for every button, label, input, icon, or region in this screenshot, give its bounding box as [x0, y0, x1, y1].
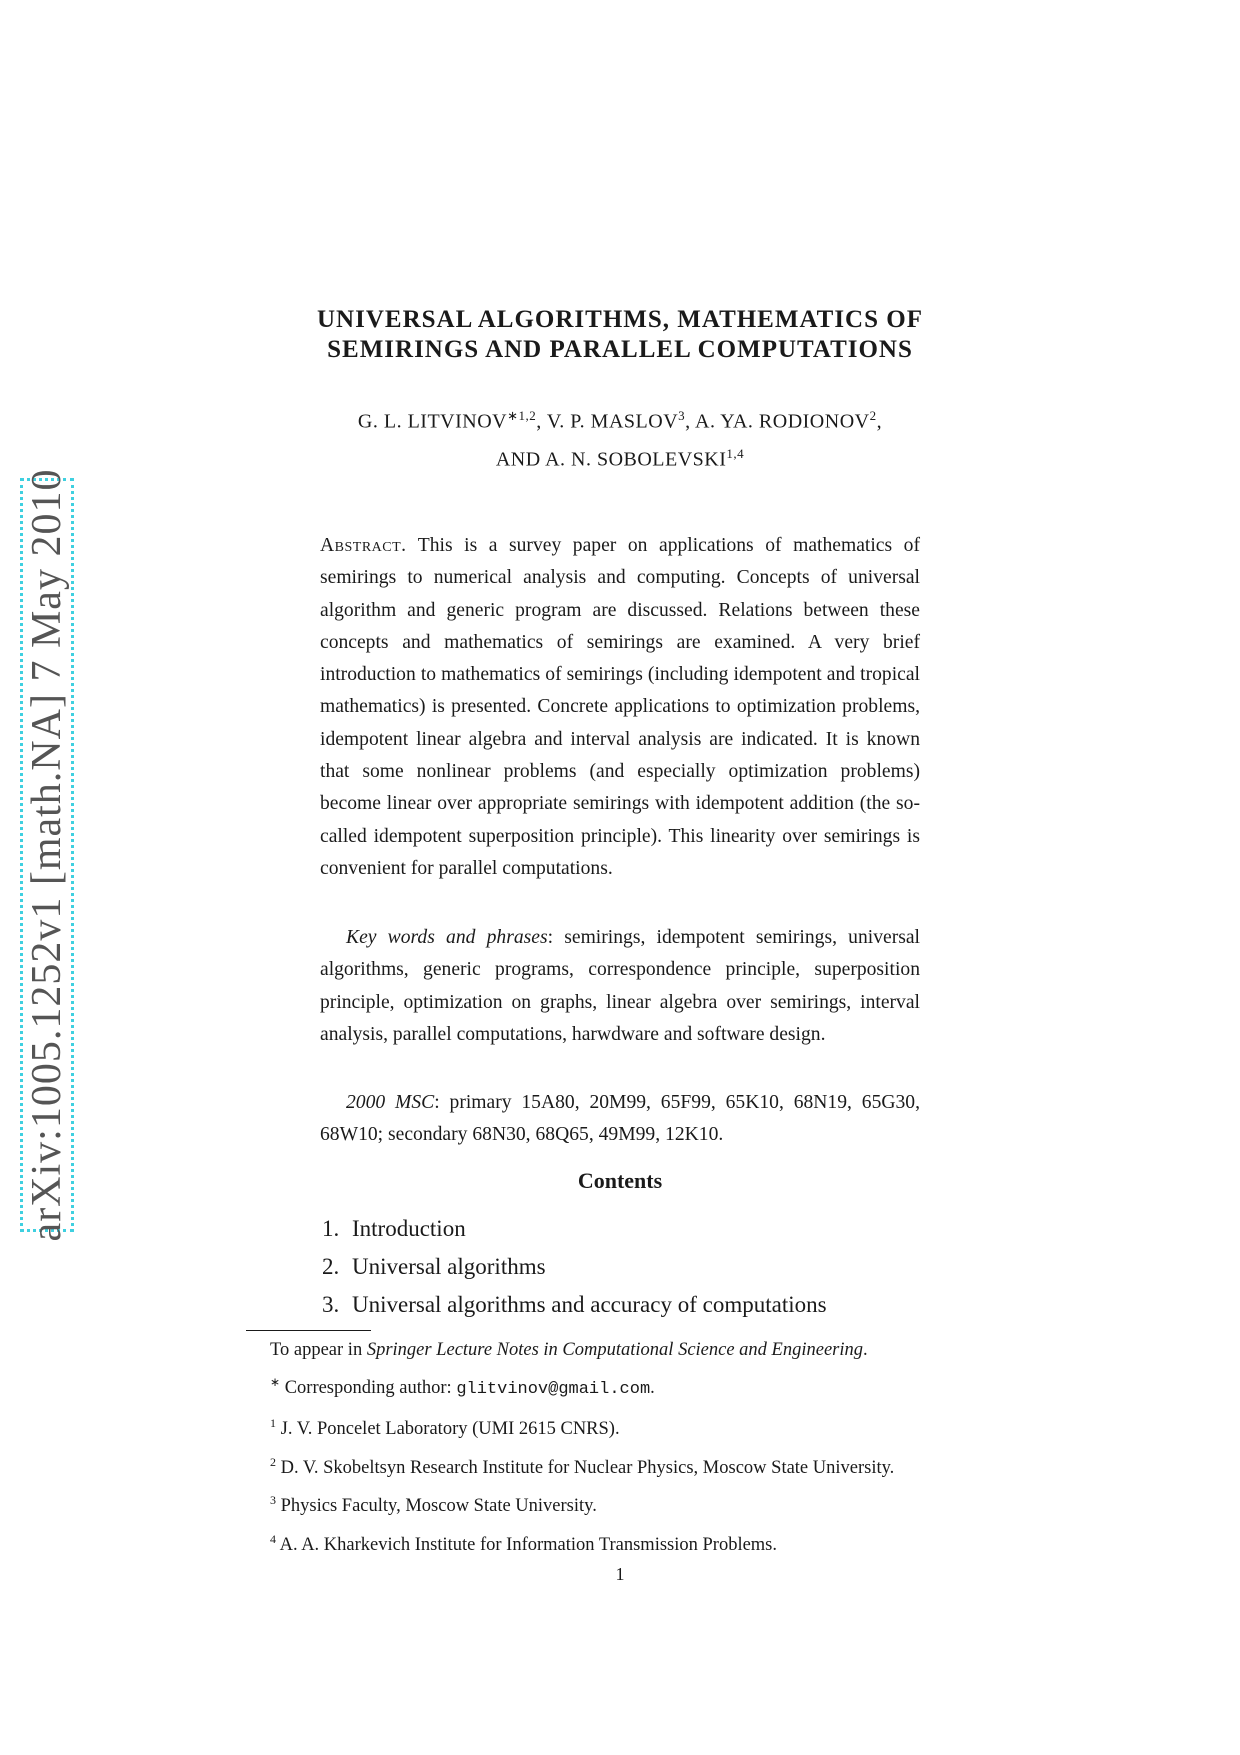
toc-label: Introduction	[352, 1216, 466, 1241]
author-affiliation-mark: 1,4	[726, 445, 745, 461]
author-name: G. L. LITVINOV	[357, 410, 508, 433]
footnote-text: Physics Faculty, Moscow State University.	[276, 1496, 597, 1517]
footnote-corresponding	[246, 1366, 992, 1407]
conjunction: AND	[495, 448, 546, 471]
footnote-mark: 3	[270, 1493, 276, 1508]
footnote-1	[246, 1407, 992, 1446]
abstract-text: This is a survey paper on applications of mathematics of semirings to numerical analysis and computing. Concepts of universal algorithm and generic program are discussed. Relations between these concepts and mathematics of semirings are examined. A very brief introduction to mathematics of semirings (including idempotent and tropical mathematics) is presented. Concrete applications to optimization problems, idempotent linear algebra and interval analysis are indicated. It is known that some nonlinear problems (and especially optimization problems) become linear over appropriate semirings with idempotent addition (the so-called idempotent superposition principle). This linearity over semirings is convenient for parallel computations.	[320, 535, 921, 879]
keywords-paragraph	[320, 922, 920, 1051]
toc-number: 1.	[322, 1216, 340, 1241]
footnote-text: To appear in	[270, 1340, 367, 1360]
footnote-text: J. V. Poncelet Laboratory (UMI 2615 CNRS).	[276, 1419, 620, 1440]
footnote-mark: 1	[270, 1415, 276, 1430]
toc-item[interactable]	[322, 1210, 827, 1248]
author-name: A. N. SOBOLEVSKI	[545, 448, 727, 471]
footnote-appear	[246, 1334, 992, 1366]
page-number: 1	[615, 1564, 625, 1584]
msc-section	[320, 1087, 920, 1152]
arxiv-stamp	[20, 468, 74, 1242]
footnotes	[246, 1334, 992, 1561]
toc-label: Universal algorithms and accuracy of computations	[352, 1292, 827, 1317]
footnote-text: A. A. Kharkevich Institute for Information Transmission Problems.	[276, 1534, 778, 1555]
author-line-1	[0, 400, 1240, 438]
footnote-text: .	[863, 1340, 868, 1360]
msc-label: 2000 MSC	[346, 1092, 435, 1113]
paper-title	[0, 305, 1240, 365]
footnote-text: D. V. Skobeltsyn Research Institute for Nuclear Physics, Moscow State University.	[276, 1457, 895, 1478]
toc-number: 3.	[322, 1292, 340, 1317]
msc-text: primary 15A80, 20M99, 65F99, 65K10, 68N19, 65G30, 68W10; secondary 68N30, 68Q65, 49M99, 12K10.	[320, 1092, 921, 1146]
footnote-text: .	[650, 1378, 655, 1399]
author-name: V. P. MASLOV	[546, 410, 679, 433]
footnote-mark: ∗	[270, 1375, 281, 1390]
keywords-section	[320, 922, 920, 1051]
contents-heading: Contents	[577, 1168, 663, 1193]
abstract	[320, 530, 920, 885]
footnote-mark: 2	[270, 1454, 276, 1469]
footnote-text: Corresponding author:	[280, 1378, 457, 1399]
separator: :	[434, 1092, 450, 1113]
footnote-mark: 4	[270, 1531, 276, 1546]
author-line-2	[0, 438, 1240, 476]
keywords-text: semirings, idempotent semirings, universal algorithms, generic programs, correspondence principle, superposition principle, optimization on graphs, linear algebra over semirings, interval analysis, parallel computations, harwdware and software design.	[320, 927, 921, 1045]
footnote-2	[246, 1446, 992, 1485]
author-affiliation-mark: ∗1,2	[507, 408, 537, 423]
separator: :	[547, 927, 565, 948]
separator: ,	[536, 410, 547, 433]
venue-name: Springer Lecture Notes in Computational Science and Engineering	[366, 1340, 864, 1360]
abstract-label: Abstract.	[320, 535, 407, 556]
toc-number: 2.	[322, 1254, 340, 1279]
author-name: A. YA. RODIONOV	[695, 410, 870, 433]
author-list	[0, 400, 1240, 475]
title-line-1: UNIVERSAL ALGORITHMS, MATHEMATICS OF	[317, 306, 923, 333]
footnote-3	[246, 1484, 992, 1523]
table-of-contents	[322, 1210, 827, 1324]
title-line-2: SEMIRINGS AND PARALLEL COMPUTATIONS	[327, 336, 913, 363]
keywords-label: Key words and phrases	[346, 927, 548, 948]
toc-item[interactable]	[322, 1286, 827, 1324]
author-affiliation-mark: 3	[678, 408, 686, 423]
footnote-4	[246, 1523, 992, 1562]
footnote-rule	[246, 1330, 371, 1331]
toc-label: Universal algorithms	[352, 1254, 546, 1279]
separator: ,	[685, 410, 696, 433]
arxiv-stamp-text: arXiv:1005.1252v1 [math.NA] 7 May 2010	[24, 468, 70, 1242]
toc-item[interactable]	[322, 1248, 827, 1286]
separator: ,	[876, 410, 883, 433]
email-link[interactable]: glitvinov@gmail.com	[456, 1380, 651, 1400]
author-affiliation-mark: 2	[869, 408, 877, 423]
msc-paragraph	[320, 1087, 920, 1152]
